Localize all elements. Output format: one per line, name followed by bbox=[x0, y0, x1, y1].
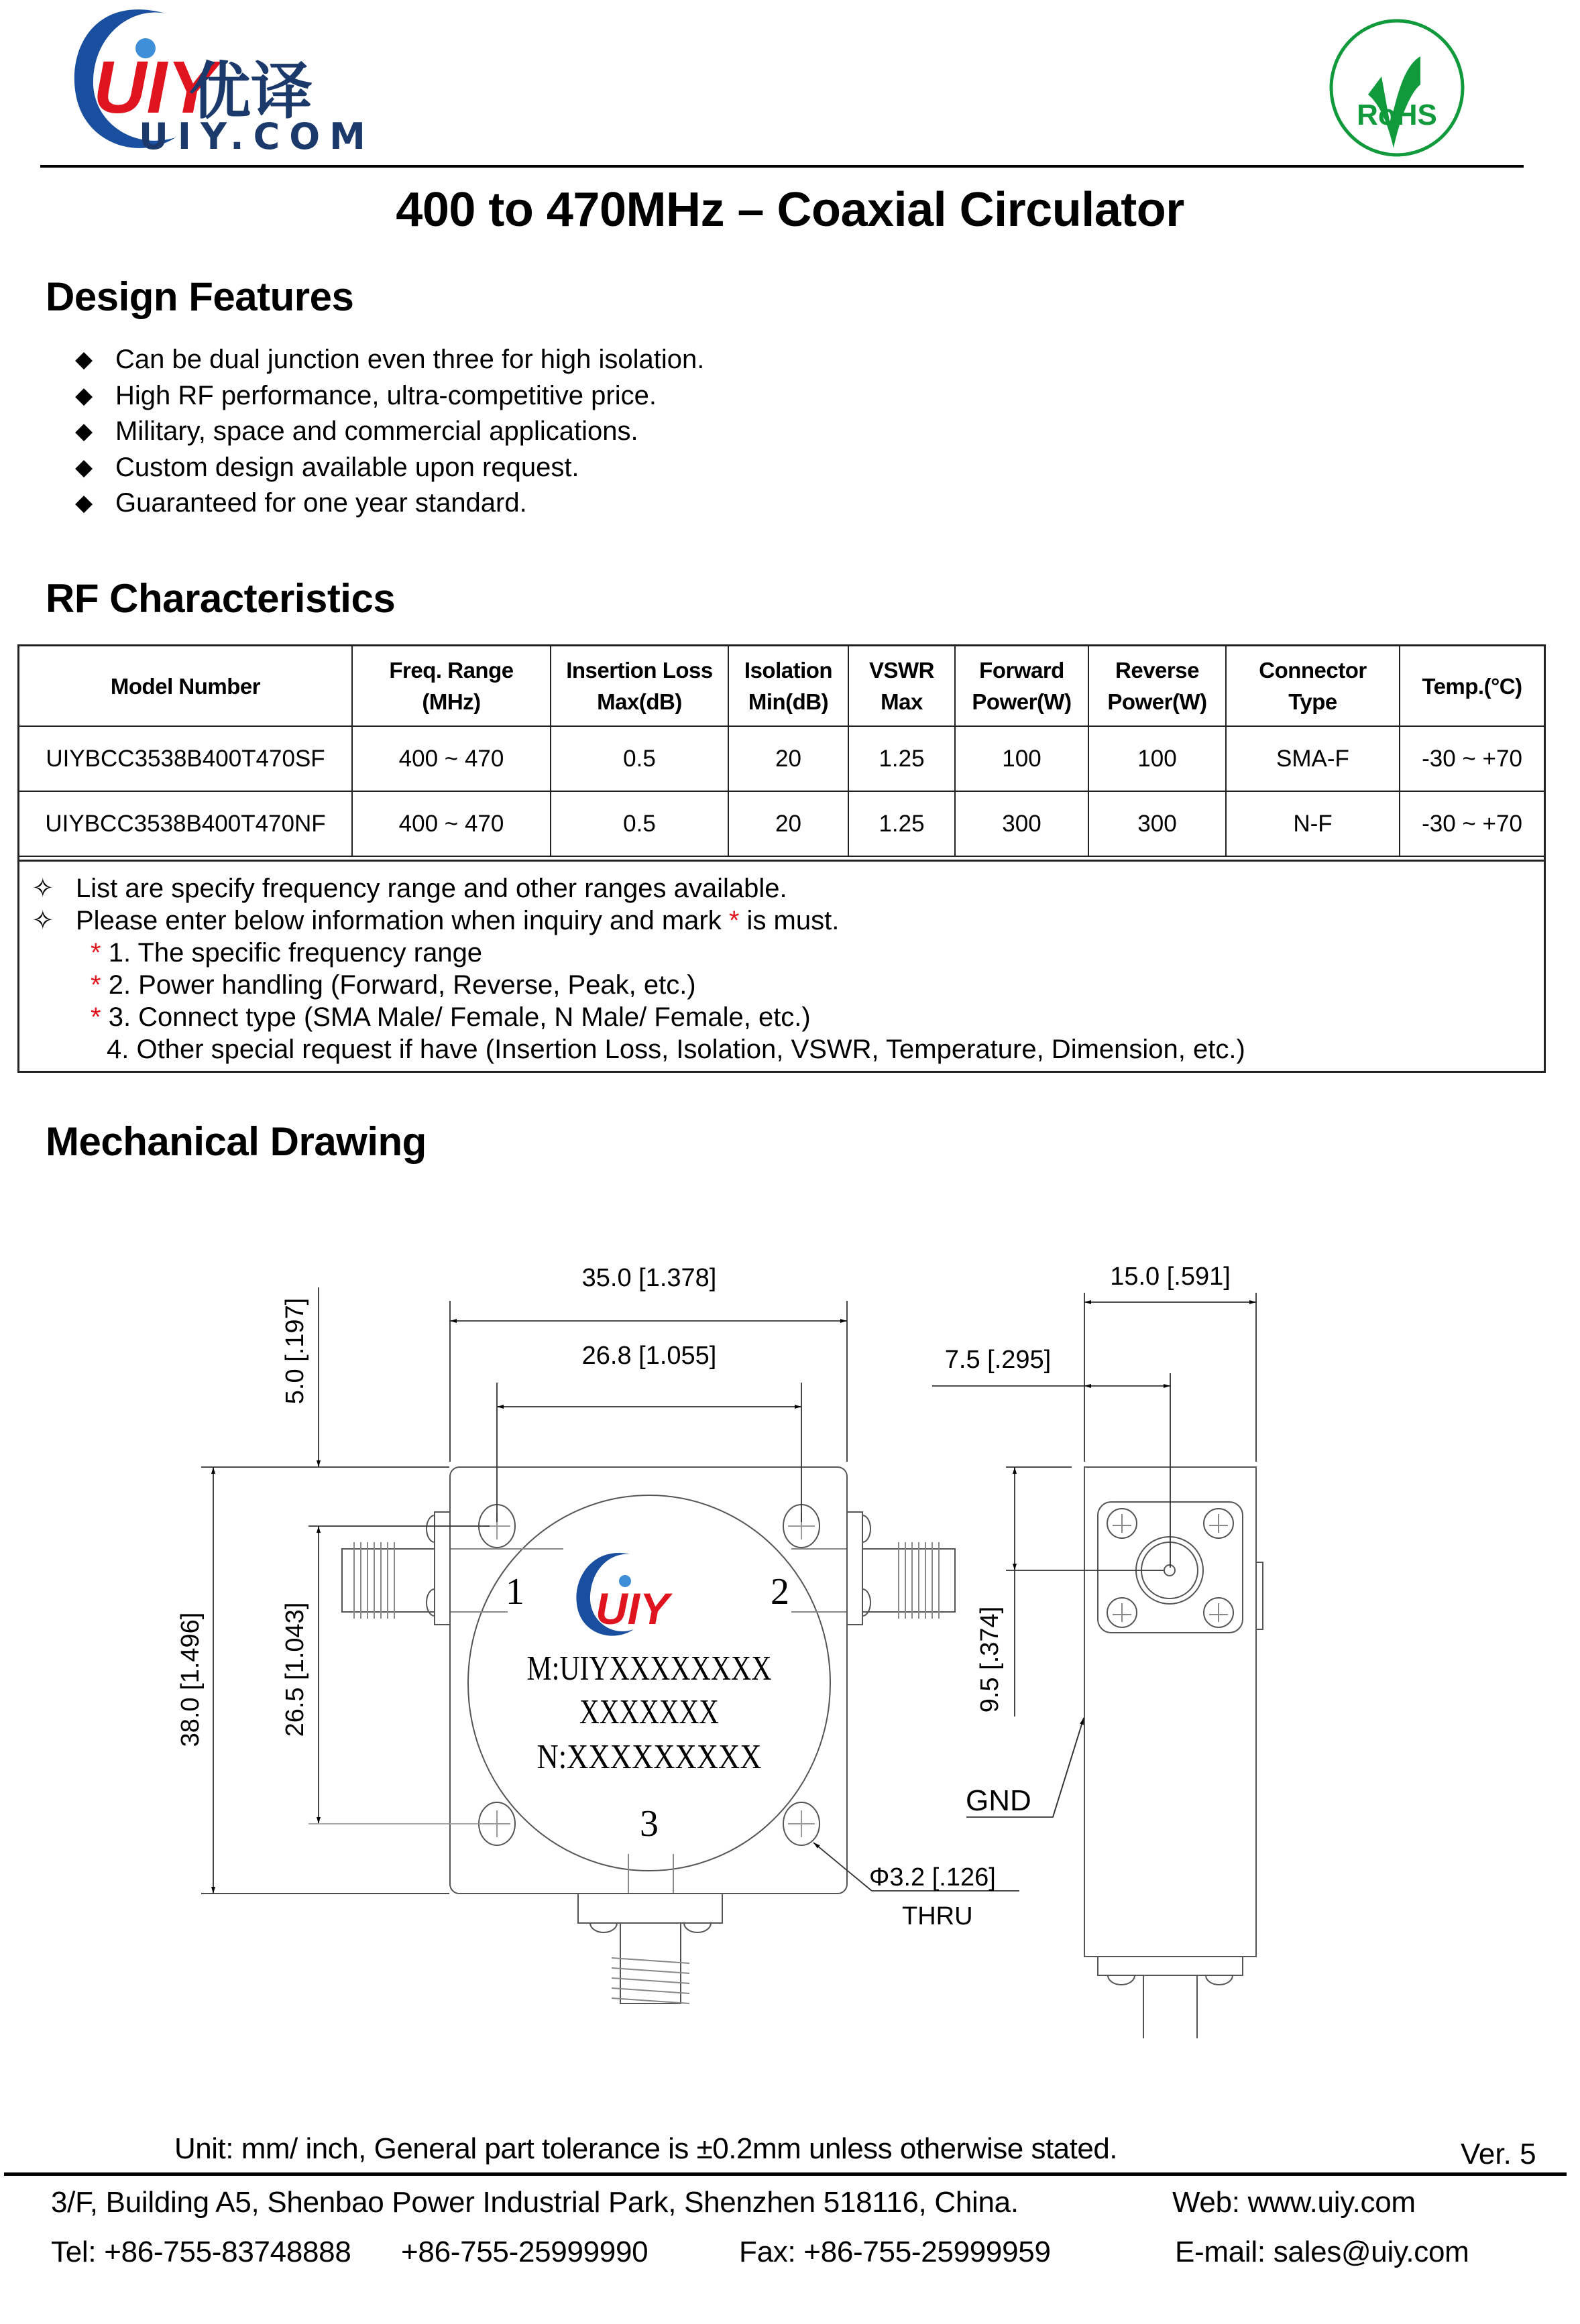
required-item: * 2. Power handling (Forward, Reverse, Peak, etc.) bbox=[91, 970, 696, 1000]
cell-vswr: 1.25 bbox=[848, 791, 955, 856]
sparkle-bullet-icon: ✧ bbox=[32, 906, 54, 935]
table-notes bbox=[19, 860, 1544, 1073]
mechanical-drawing-heading: Mechanical Drawing bbox=[46, 1119, 427, 1164]
cell-forward-power: 300 bbox=[955, 791, 1088, 856]
port-1-label: 1 bbox=[506, 1571, 524, 1613]
cell-reverse-power: 100 bbox=[1088, 726, 1226, 791]
required-star: * bbox=[728, 906, 740, 935]
cell-isolation: 20 bbox=[728, 791, 848, 856]
cell-freq: 400 ~ 470 bbox=[352, 726, 551, 791]
dim-connector-offset: 7.5 [.295] bbox=[944, 1346, 1052, 1374]
svg-text:UIY: UIY bbox=[596, 1584, 670, 1633]
sparkle-bullet-icon: ✧ bbox=[32, 874, 54, 903]
cell-insertion-loss: 0.5 bbox=[551, 726, 728, 791]
col-header-insertion-loss: Insertion Loss Max(dB) bbox=[551, 646, 728, 726]
diamond-bullet-icon: ◆ bbox=[75, 418, 93, 444]
diamond-bullet-icon: ◆ bbox=[75, 382, 93, 408]
svg-text:UIY.COM: UIY.COM bbox=[139, 115, 375, 158]
fax-number: Fax: +86-755-25999959 bbox=[739, 2235, 1051, 2268]
col-header-temp: Temp.(°C) bbox=[1400, 646, 1544, 726]
footer-divider bbox=[4, 2172, 1567, 2176]
rf-characteristics-heading: RF Characteristics bbox=[46, 576, 396, 621]
dim-width-overall: 35.0 [1.378] bbox=[581, 1264, 717, 1292]
header-divider bbox=[40, 165, 1524, 168]
optional-item: 4. Other special request if have (Insertion Loss, Isolation, VSWR, Temperature, Dimension, etc.) bbox=[107, 1035, 1245, 1064]
hole-thru-label: THRU bbox=[902, 1902, 973, 1930]
svg-text:优译: 优译 bbox=[189, 56, 313, 127]
rohs-badge bbox=[1327, 17, 1467, 158]
cell-connector: SMA-F bbox=[1226, 726, 1400, 791]
cell-freq: 400 ~ 470 bbox=[352, 791, 551, 856]
cell-forward-power: 100 bbox=[955, 726, 1088, 791]
col-header-model: Model Number bbox=[19, 646, 352, 726]
cell-temp: -30 ~ +70 bbox=[1400, 791, 1544, 856]
required-star: * bbox=[91, 970, 101, 1000]
required-item: * 3. Connect type (SMA Male/ Female, N Male/ Female, etc.) bbox=[91, 1002, 811, 1032]
feature-item: ◆ Can be dual junction even three for high isolation. bbox=[75, 342, 704, 378]
diamond-bullet-icon: ◆ bbox=[75, 490, 93, 516]
feature-item: ◆ Custom design available upon request. bbox=[75, 450, 704, 486]
website-link[interactable]: Web: www.uiy.com bbox=[1172, 2186, 1416, 2219]
cell-connector: N-F bbox=[1226, 791, 1400, 856]
cell-insertion-loss: 0.5 bbox=[551, 791, 728, 856]
col-header-forward-power: Forward Power(W) bbox=[955, 646, 1088, 726]
dim-hole-spacing-v: 26.5 [1.043] bbox=[281, 1602, 309, 1737]
feature-item: ◆ Military, space and commercial applications. bbox=[75, 414, 704, 450]
note-line: ✧ List are specify frequency range and other ranges available. bbox=[19, 872, 1544, 905]
col-header-connector: Connector Type bbox=[1226, 646, 1400, 726]
col-header-reverse-power: Reverse Power(W) bbox=[1088, 646, 1226, 726]
feature-item: ◆ Guaranteed for one year standard. bbox=[75, 485, 704, 522]
table-row bbox=[19, 726, 1544, 791]
required-item: * 1. The specific frequency range bbox=[91, 938, 483, 968]
required-star: * bbox=[91, 1002, 101, 1032]
col-header-freq: Freq. Range (MHz) bbox=[352, 646, 551, 726]
label-model-line: M:UIYXXXXXXXX bbox=[526, 1649, 772, 1688]
diamond-bullet-icon: ◆ bbox=[75, 454, 93, 480]
version-label: Ver. 5 bbox=[1461, 2138, 1536, 2170]
svg-text:RoHS: RoHS bbox=[1357, 99, 1437, 131]
telephone-secondary: +86-755-25999990 bbox=[401, 2235, 648, 2268]
design-features-list bbox=[75, 342, 704, 522]
hole-diameter-label: Φ3.2 [.126] bbox=[869, 1863, 996, 1892]
cell-vswr: 1.25 bbox=[848, 726, 955, 791]
port-2-label: 2 bbox=[771, 1571, 789, 1613]
mechanical-drawing bbox=[0, 1194, 1580, 2038]
label-serial-line: N:XXXXXXXXX bbox=[537, 1738, 762, 1776]
rf-spec-table bbox=[17, 644, 1546, 1073]
col-header-vswr: VSWR Max bbox=[848, 646, 955, 726]
col-header-isolation: Isolation Min(dB) bbox=[728, 646, 848, 726]
gnd-label: GND bbox=[966, 1784, 1031, 1817]
table-row bbox=[19, 791, 1544, 856]
cell-temp: -30 ~ +70 bbox=[1400, 726, 1544, 791]
unit-tolerance-note: Unit: mm/ inch, General part tolerance is ±0.2mm unless otherwise stated. bbox=[174, 2132, 1118, 2165]
label-code-line: XXXXXXX bbox=[579, 1693, 719, 1731]
feature-item: ◆ High RF performance, ultra-competitive price. bbox=[75, 378, 704, 414]
design-features-heading: Design Features bbox=[46, 274, 354, 319]
svg-text:UIY: UIY bbox=[93, 46, 217, 129]
cell-reverse-power: 300 bbox=[1088, 791, 1226, 856]
required-star: * bbox=[91, 938, 101, 968]
dim-connector-height: 9.5 [.374] bbox=[976, 1606, 1004, 1713]
diamond-bullet-icon: ◆ bbox=[75, 347, 93, 372]
dim-hole-offset-top: 5.0 [.197] bbox=[281, 1297, 309, 1405]
dim-height-overall: 38.0 [1.496] bbox=[176, 1612, 205, 1747]
table-header-row bbox=[19, 646, 1544, 726]
company-address: 3/F, Building A5, Shenbao Power Industrial Park, Shenzhen 518116, China. bbox=[51, 2186, 1019, 2219]
cell-model: UIYBCC3538B400T470SF bbox=[19, 726, 352, 791]
cell-model: UIYBCC3538B400T470NF bbox=[19, 791, 352, 856]
cell-isolation: 20 bbox=[728, 726, 848, 791]
company-logo bbox=[52, 0, 454, 158]
telephone-primary: Tel: +86-755-83748888 bbox=[51, 2235, 351, 2268]
dim-hole-spacing-h: 26.8 [1.055] bbox=[581, 1342, 717, 1370]
email-link[interactable]: E-mail: sales@uiy.com bbox=[1175, 2235, 1469, 2268]
note-line: ✧ Please enter below information when inquiry and mark * is must. bbox=[19, 905, 1544, 937]
page-title: 400 to 470MHz – Coaxial Circulator bbox=[396, 183, 1184, 237]
center-logo bbox=[576, 1553, 673, 1636]
port-3-label: 3 bbox=[640, 1803, 659, 1845]
dim-depth: 15.0 [.591] bbox=[1110, 1263, 1231, 1291]
